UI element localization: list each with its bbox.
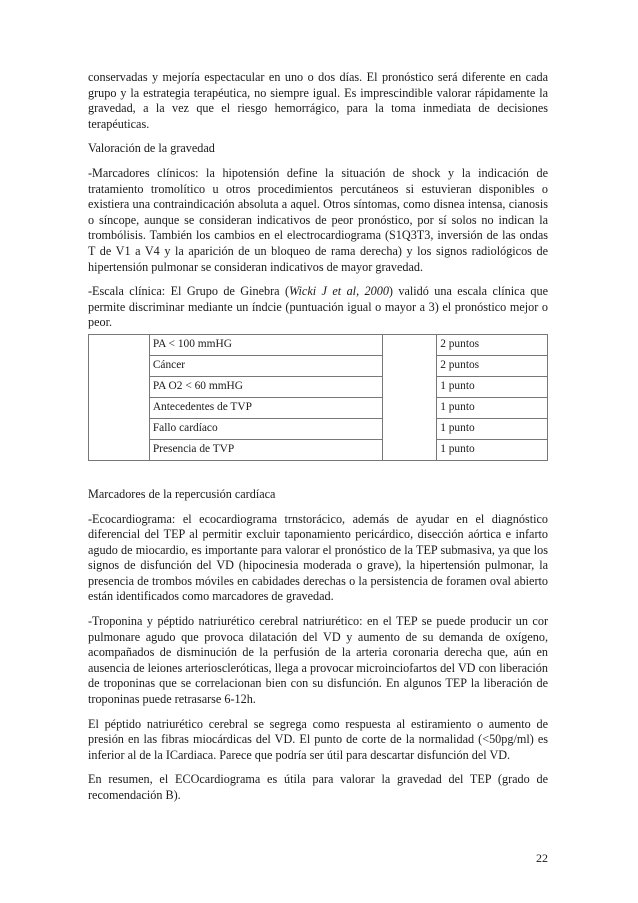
table-points: 2 puntos bbox=[437, 355, 548, 376]
table-row bbox=[89, 376, 548, 397]
table-row bbox=[89, 355, 548, 376]
table-criterion: PA O2 < 60 mmHG bbox=[149, 376, 383, 397]
citation: Wicki J et al, 2000 bbox=[289, 284, 389, 299]
table-row bbox=[89, 418, 548, 439]
table-points: 1 punto bbox=[437, 418, 548, 439]
heading-valoracion-gravedad: Valoración de la gravedad bbox=[88, 141, 215, 156]
table-points: 2 puntos bbox=[437, 334, 548, 355]
paragraph-peptido: El péptido natriurético cerebral se segrega como respuesta al estiramiento o aumento de presión en las fibras miocárdicas del VD. El punto de corte de la normalidad (<50pg/ml) es inferior al de la ICardiaca. Parece que podría ser útil para descartar disfunción del VD. bbox=[88, 716, 548, 762]
document-page bbox=[88, 70, 548, 813]
paragraph-resumen: En resumen, el ECOcardiograma es útila para valorar la gravedad del TEP (grado de recomendación B). bbox=[88, 772, 548, 802]
geneva-score-table bbox=[88, 334, 548, 461]
paragraph-escala-clinica bbox=[88, 284, 548, 331]
table-criterion: Cáncer bbox=[149, 355, 383, 376]
paragraph-marcadores-clinicos: -Marcadores clínicos: la hipotensión define la situación de shock y la indicación de tratamiento tromolítico u otros procedimientos percutáneos si estuvieran disponibles o existiera una contraindicación absoluta a aquel. Otros síntomas, como disnea intensa, cianosis o síncope, aunque se consideran indicativos de peor pronóstico, por sí solos no indican la trombólisis. También los cambios en el electrocardiograma (S1Q3T3, inversión de las ondas T de V1 a V4 y la aparición de un bloqueo de rama derecha) y los signos radiológicos de hipertensión pulmonar se consideran indicativos de mayor gravedad. bbox=[88, 165, 548, 274]
table-criterion: Fallo cardíaco bbox=[149, 418, 383, 439]
table-criterion: Presencia de TVP bbox=[149, 439, 383, 460]
table-row bbox=[89, 334, 548, 355]
table-row bbox=[89, 397, 548, 418]
table-points: 1 punto bbox=[437, 439, 548, 460]
table-points: 1 punto bbox=[437, 376, 548, 397]
table-criterion: Antecedentes de TVP bbox=[149, 397, 383, 418]
paragraph-intro: conservadas y mejoría espectacular en uno o dos días. El pronóstico será diferente en cada grupo y la estrategia terapéutica, no siempre igual. Es imprescindible valorar rápidamente la gravedad, a la vez que el riesgo hemorrágico, para la toma inmediata de decisiones terapéuticas. bbox=[88, 70, 548, 131]
paragraph-troponina: -Troponina y péptido natriurético cerebral natriurético: en el TEP se puede producir un cor pulmonare agudo que provoca dilatación del VD y aumento de su demanda de oxígeno, acompañados de disminución de la perfusión de la arteria coronaria derecha que, aún en ausencia de leiones arterioscleróticas, llega a provocar microinciofartos del VD con liberación de troponinas que se correlacionan bien con su disfunción. En algunos TEP la liberación de troponinas puede retrasarse 6-12h. bbox=[88, 614, 548, 707]
table-criterion: PA < 100 mmHG bbox=[149, 334, 383, 355]
table-points: 1 punto bbox=[437, 397, 548, 418]
escala-text-start: -Escala clínica: El Grupo de Ginebra ( bbox=[88, 284, 290, 299]
heading-repercusion-cardiaca: Marcadores de la repercusión cardíaca bbox=[88, 486, 276, 501]
paragraph-ecocardiograma: -Ecocardiograma: el ecocardiograma trnstorácico, además de ayudar en el diagnóstico diferencial del TEP al permitir excluir taponamiento pericárdico, disección aórtica e infarto agudo de miocardio, es importante para valorar el pronóstico de la TEP submasiva, ya que los signos de disfunción del VD (hipocinesia moderada o grave), la hipertensión pulmonar, la presencia de trombos móviles en cabidades derechas o la persistencia de foramen oval abierto están identificados como marcadores de gravedad. bbox=[88, 511, 548, 604]
page-number: 22 bbox=[536, 851, 548, 865]
escala-text-end: ) validó una escala clínica que permite discriminar mediante un índcie (puntuación igual o mayor a 3) el pronóstico mejor o peor. bbox=[88, 284, 548, 330]
table-row bbox=[89, 439, 548, 460]
